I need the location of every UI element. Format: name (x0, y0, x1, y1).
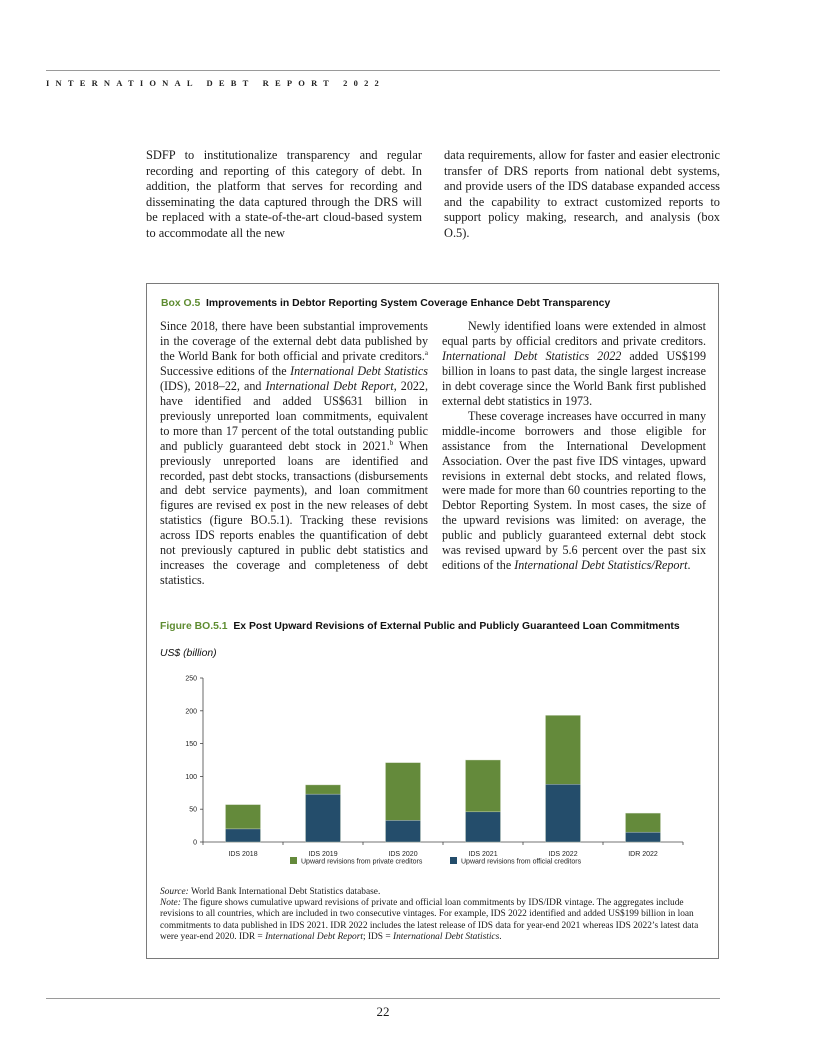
box-right-column (442, 319, 706, 573)
bar-segment (226, 805, 261, 829)
bar-group (306, 785, 341, 842)
y-tick-label: 150 (185, 741, 197, 749)
x-tick-label: IDS 2018 (228, 851, 258, 858)
bar-segment (306, 785, 341, 794)
x-tick-label: IDR 2022 (628, 851, 658, 858)
bar-segment (386, 820, 421, 842)
running-head (46, 70, 720, 91)
box-title (161, 298, 610, 309)
legend-swatch (290, 857, 297, 864)
x-tick-label: IDS 2022 (548, 851, 578, 858)
bar-group (466, 760, 501, 842)
bar-segment (546, 784, 581, 842)
box-paragraph: These coverage increases have occurred in many middle-income borrowers and those eligible for assistance from the International Development Association. Over the past five IDS vintages, upward revisions in external debt stocks, and related flows, were made for more than 60 countries reporting to the Debtor Reporting System. In most cases, the size of the upward revisions was limited: on average, the public and publicly guaranteed external debt stock was revised upward by 5.6 percent over the past six editions of the International Debt Statistics/Report. (442, 408, 706, 573)
figure-heading: Ex Post Upward Revisions of External Public and Publicly Guaranteed Loan Commitments (233, 621, 680, 632)
bar-segment (626, 832, 661, 842)
bar-segment (626, 813, 661, 832)
running-head-title: INTERNATIONAL DEBT REPORT 2022 (46, 78, 385, 88)
body-left-column (146, 148, 422, 242)
body-right-column (444, 148, 720, 242)
figure-title (160, 620, 680, 634)
box-paragraph: Since 2018, there have been substantial improvements in the coverage of the external debt data published by the World Bank for both official and private creditors.$^a$ Successive editions of the International Debt Statistics (IDS), 2018–22, and International Debt Report, 2022, have identified and added US$631 billion in previously unreported loan commitments, equivalent to more than 17 percent of the total outstanding public and publicly guaranteed debt stock in 2021.$^b$ When previously unreported loans are identified and recorded, past debt stocks, transactions (disbursements and debt service payments), and loan commitment figures are revised ex post in the new releases of debt statistics (figure BO.5.1). Tracking these revisions across IDS reports enables the quantification of debt not previously captured in public debt statistics and increases the coverage and completeness of debt statistics. (160, 319, 429, 588)
bar-segment (546, 715, 581, 784)
bar-segment (466, 760, 501, 812)
y-tick-label: 0 (193, 839, 197, 847)
bar-segment (226, 829, 261, 842)
figure-label: Figure BO.5.1 (160, 621, 228, 632)
page-footer (46, 998, 720, 1020)
source-line: Source: World Bank International Debt Statistics database. (160, 887, 381, 897)
box-heading: Improvements in Debtor Reporting System Coverage Enhance Debt Transparency (206, 298, 611, 309)
figure-source-note (160, 887, 705, 943)
y-tick-label: 250 (185, 675, 197, 683)
box-paragraph: Newly identified loans were extended in almost equal parts by official creditors and private creditors. International Debt Statistics 2022 added US$199 billion in loans to past data, the single largest increase in debt coverage since the World Bank first published external debt statistics in 1973. (442, 319, 706, 408)
legend-label: Upward revisions from official creditors (461, 858, 582, 866)
note-line: Note: The figure shows cumulative upward revisions of private and official loan commitments by IDS/IDR vintage. The aggregates include revisions to all countries, which are included in two consecutive vintages. For example, IDS 2022 identified and added US$199 billion in loan commitments to data published in IDS 2021. IDR 2022 includes the latest release of IDS data for year-end 2021 whereas IDS 2022’s latest data were year-end 2020. IDR = International Debt Report; IDS = International Debt Statistics. (160, 898, 699, 942)
x-tick-label: IDS 2020 (388, 851, 418, 858)
y-tick-label: 200 (185, 708, 197, 716)
x-tick-label: IDS 2021 (468, 851, 498, 858)
page-number: 22 (376, 1004, 390, 1019)
bar-segment (386, 763, 421, 821)
bar-segment (466, 812, 501, 842)
body-paragraph: data requirements, allow for faster and easier electronic transfer of DRS reports from national debt systems, and provide users of the IDS database expanded access and the capability to extract customized reports to support policy making, research, and analysis (box O.5). (444, 148, 720, 240)
bar-segment (306, 794, 341, 842)
bar-group (226, 805, 261, 842)
legend-label: Upward revisions from private creditors (301, 858, 423, 866)
y-tick-label: 50 (189, 806, 197, 814)
legend-swatch (450, 857, 457, 864)
body-paragraph: SDFP to institutionalize transparency and regular recording and reporting of this category of debt. In addition, the platform that serves for recording and disseminating the data captured through the DRS will be replaced with a state-of-the-art cloud-based system to accommodate all the new (146, 148, 422, 240)
box-left-column (160, 319, 428, 588)
bar-group (386, 763, 421, 842)
x-tick-label: IDS 2019 (308, 851, 338, 858)
stacked-bar-chart (147, 664, 720, 869)
bar-group (626, 813, 661, 842)
bar-group (546, 715, 581, 842)
figure-unit: US$ (billion) (160, 648, 217, 659)
box-o5 (146, 283, 719, 959)
box-label: Box O.5 (161, 298, 201, 309)
y-tick-label: 100 (185, 773, 197, 781)
